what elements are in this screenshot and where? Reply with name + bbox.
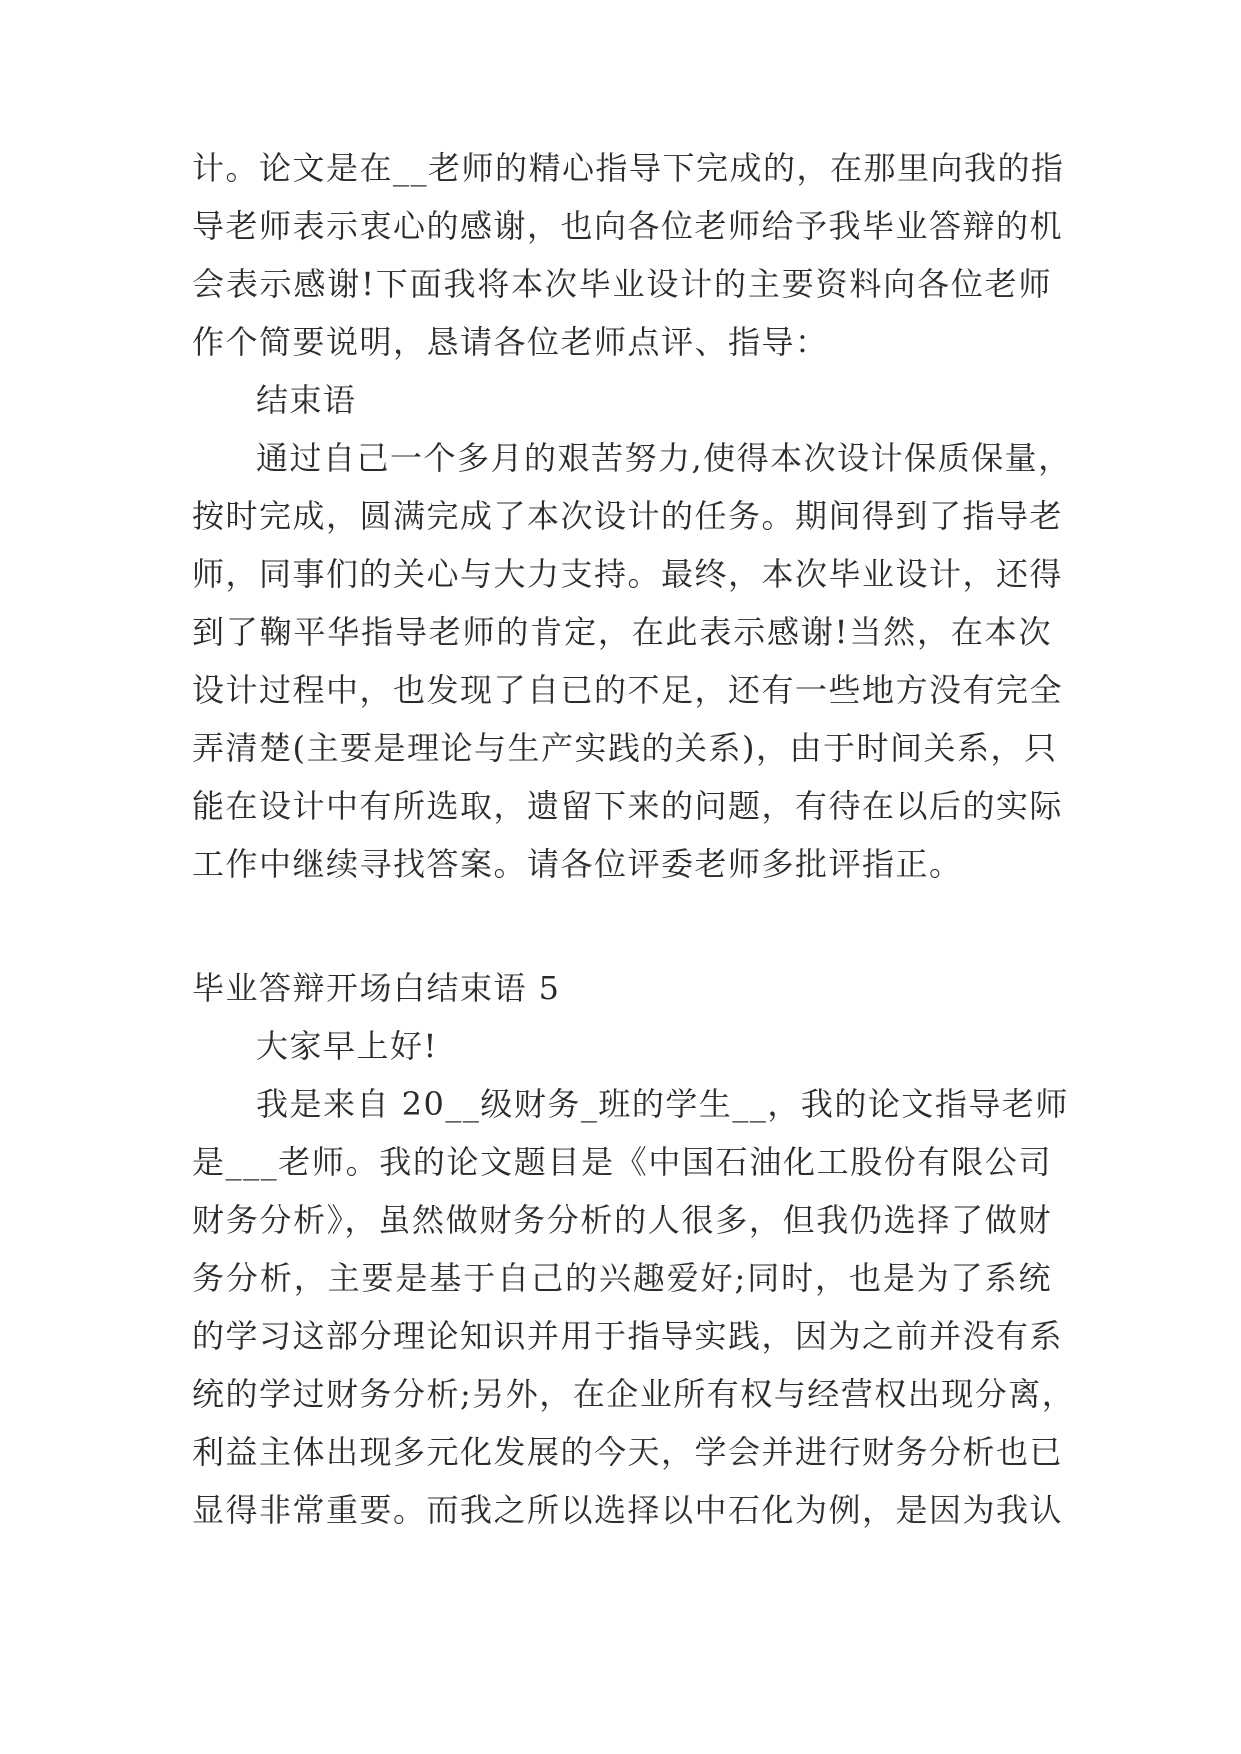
paragraph-line: 是___老师。我的论文题目是《中国石油化工股份有限公司 [192, 1143, 1052, 1181]
paragraph-line: 统的学过财务分析;另外，在企业所有权与经营权出现分离， [192, 1375, 1076, 1413]
paragraph-line: 会表示感谢!下面我将本次毕业设计的主要资料向各位老师 [192, 265, 1052, 303]
paragraph-line: 能在设计中有所选取，遗留下来的问题，有待在以后的实际 [192, 787, 1064, 825]
paragraph-line: 按时完成，圆满完成了本次设计的任务。期间得到了指导老 [192, 497, 1064, 535]
paragraph-line: 利益主体出现多元化发展的今天，学会并进行财务分析也已 [192, 1433, 1064, 1471]
paragraph-line: 计。论文是在__老师的精心指导下完成的，在那里向我的指 [192, 149, 1065, 187]
paragraph-line: 到了鞠平华指导老师的肯定，在此表示感谢!当然，在本次 [192, 613, 1052, 651]
greeting-line: 大家早上好! [256, 1027, 438, 1065]
paragraph-line: 务分析，主要是基于自己的兴趣爱好;同时，也是为了系统 [192, 1259, 1052, 1297]
paragraph-line: 显得非常重要。而我之所以选择以中石化为例，是因为我认 [192, 1491, 1064, 1529]
paragraph-line: 师，同事们的关心与大力支持。最终，本次毕业设计，还得 [192, 555, 1064, 593]
section-title: 毕业答辩开场白结束语 5 [192, 969, 561, 1007]
paragraph-line: 我是来自 20__级财务_班的学生__，我的论文指导老师 [256, 1085, 1069, 1123]
section-heading: 结束语 [256, 381, 357, 419]
paragraph-line: 设计过程中，也发现了自已的不足，还有一些地方没有完全 [192, 671, 1064, 709]
paragraph-line: 弄清楚(主要是理论与生产实践的关系)，由于时间关系，只 [192, 729, 1058, 767]
paragraph-line: 导老师表示衷心的感谢，也向各位老师给予我毕业答辩的机 [192, 207, 1064, 245]
paragraph-line: 作个简要说明，恳请各位老师点评、指导： [192, 323, 829, 361]
paragraph-line: 通过自己一个多月的艰苦努力,使得本次设计保质保量， [256, 439, 1072, 477]
paragraph-line: 财务分析》，虽然做财务分析的人很多，但我仍选择了做财 [192, 1201, 1052, 1239]
paragraph-line: 的学习这部分理论知识并用于指导实践，因为之前并没有系 [192, 1317, 1064, 1355]
paragraph-line: 工作中继续寻找答案。请各位评委老师多批评指正。 [192, 845, 963, 883]
